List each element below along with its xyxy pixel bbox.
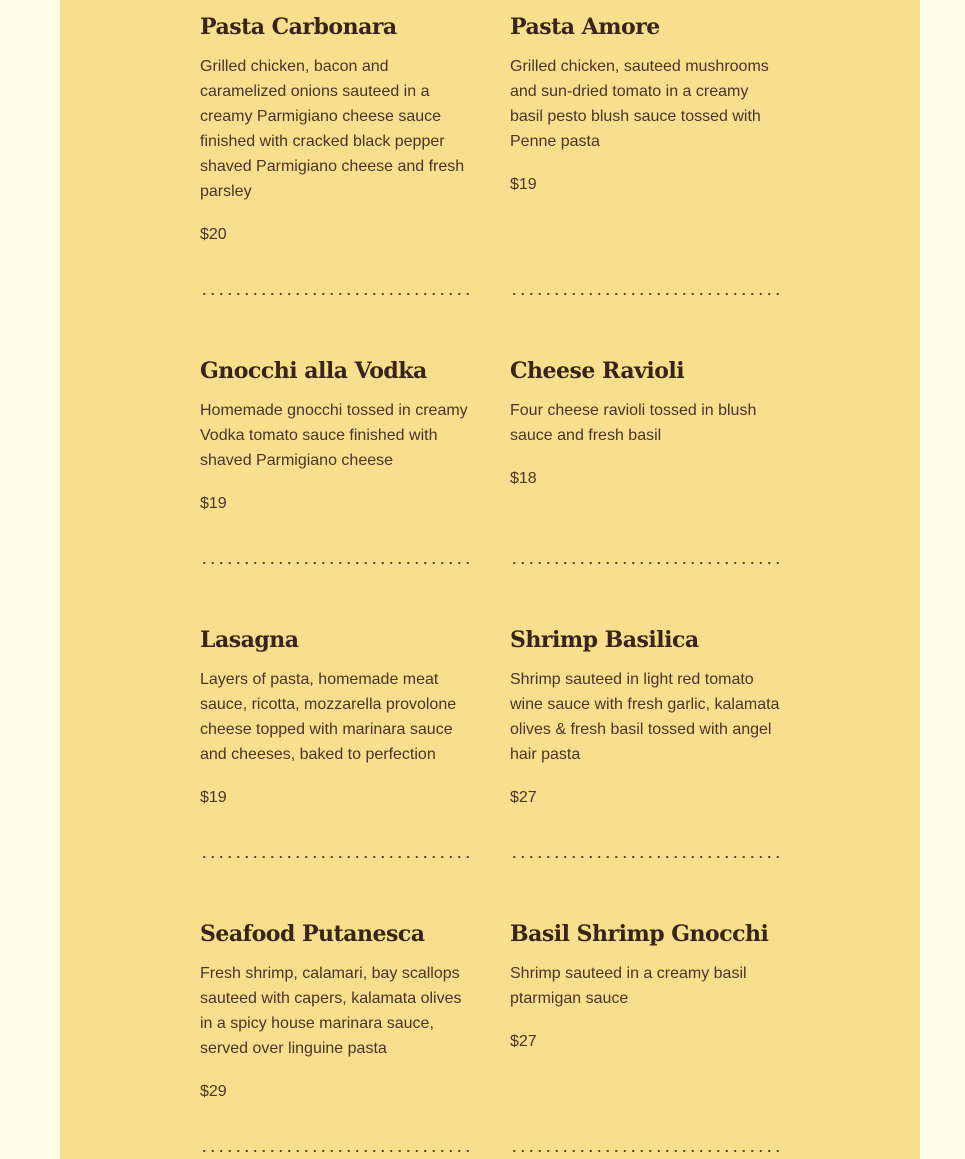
menu-item bbox=[200, 357, 470, 516]
item-price: $19 bbox=[200, 495, 227, 512]
item-name: Shrimp Basilica bbox=[510, 627, 699, 653]
item-name: Basil Shrimp Gnocchi bbox=[510, 921, 769, 947]
item-name: Lasagna bbox=[200, 627, 299, 653]
dotted-divider bbox=[200, 1150, 470, 1152]
dotted-divider bbox=[510, 856, 780, 858]
item-price: $19 bbox=[200, 789, 227, 806]
dotted-divider bbox=[200, 562, 470, 564]
menu-panel bbox=[60, 0, 920, 1159]
item-price: $29 bbox=[200, 1083, 227, 1100]
menu-item bbox=[200, 626, 470, 810]
item-description: Homemade gnocchi tossed in creamy Vodka tomato sauce finished with shaved Parmigiano cheese bbox=[200, 402, 468, 469]
item-name: Gnocchi alla Vodka bbox=[200, 358, 427, 384]
item-price: $19 bbox=[510, 176, 537, 193]
item-name: Seafood Putanesca bbox=[200, 921, 425, 947]
item-name: Cheese Ravioli bbox=[510, 358, 685, 384]
item-price: $18 bbox=[510, 470, 537, 487]
dotted-divider bbox=[510, 562, 780, 564]
item-name: Pasta Carbonara bbox=[200, 14, 397, 40]
menu-item bbox=[200, 920, 470, 1104]
menu-item bbox=[510, 13, 780, 197]
item-description: Four cheese ravioli tossed in blush sauce and fresh basil bbox=[510, 402, 757, 444]
dotted-divider bbox=[510, 293, 780, 295]
item-price: $27 bbox=[510, 1033, 537, 1050]
menu-item bbox=[510, 357, 780, 491]
item-name: Pasta Amore bbox=[510, 14, 660, 40]
item-price: $20 bbox=[200, 226, 227, 243]
menu-item bbox=[200, 13, 470, 247]
item-description: Grilled chicken, sauteed mushrooms and sun-dried tomato in a creamy basil pesto blush sauce tossed with Penne pasta bbox=[510, 58, 769, 150]
item-description: Shrimp sauteed in light red tomato wine sauce with fresh garlic, kalamata olives & fresh basil tossed with angel hair pasta bbox=[510, 671, 780, 763]
item-description: Layers of pasta, homemade meat sauce, ricotta, mozzarella provolone cheese topped with marinara sauce and cheeses, baked to perfection bbox=[200, 671, 457, 763]
item-description: Shrimp sauteed in a creamy basil ptarmigan sauce bbox=[510, 965, 747, 1007]
item-description: Fresh shrimp, calamari, bay scallops sauteed with capers, kalamata olives in a spicy house marinara sauce, served over linguine pasta bbox=[200, 965, 462, 1057]
dotted-divider bbox=[200, 293, 470, 295]
dotted-divider bbox=[200, 856, 470, 858]
item-price: $27 bbox=[510, 789, 537, 806]
item-description: Grilled chicken, bacon and caramelized onions sauteed in a creamy Parmigiano cheese sauce finished with cracked black pepper shaved Parmigiano cheese and fresh parsley bbox=[200, 58, 465, 200]
menu-item bbox=[510, 626, 780, 810]
menu-item bbox=[510, 920, 780, 1054]
dotted-divider bbox=[510, 1150, 780, 1152]
